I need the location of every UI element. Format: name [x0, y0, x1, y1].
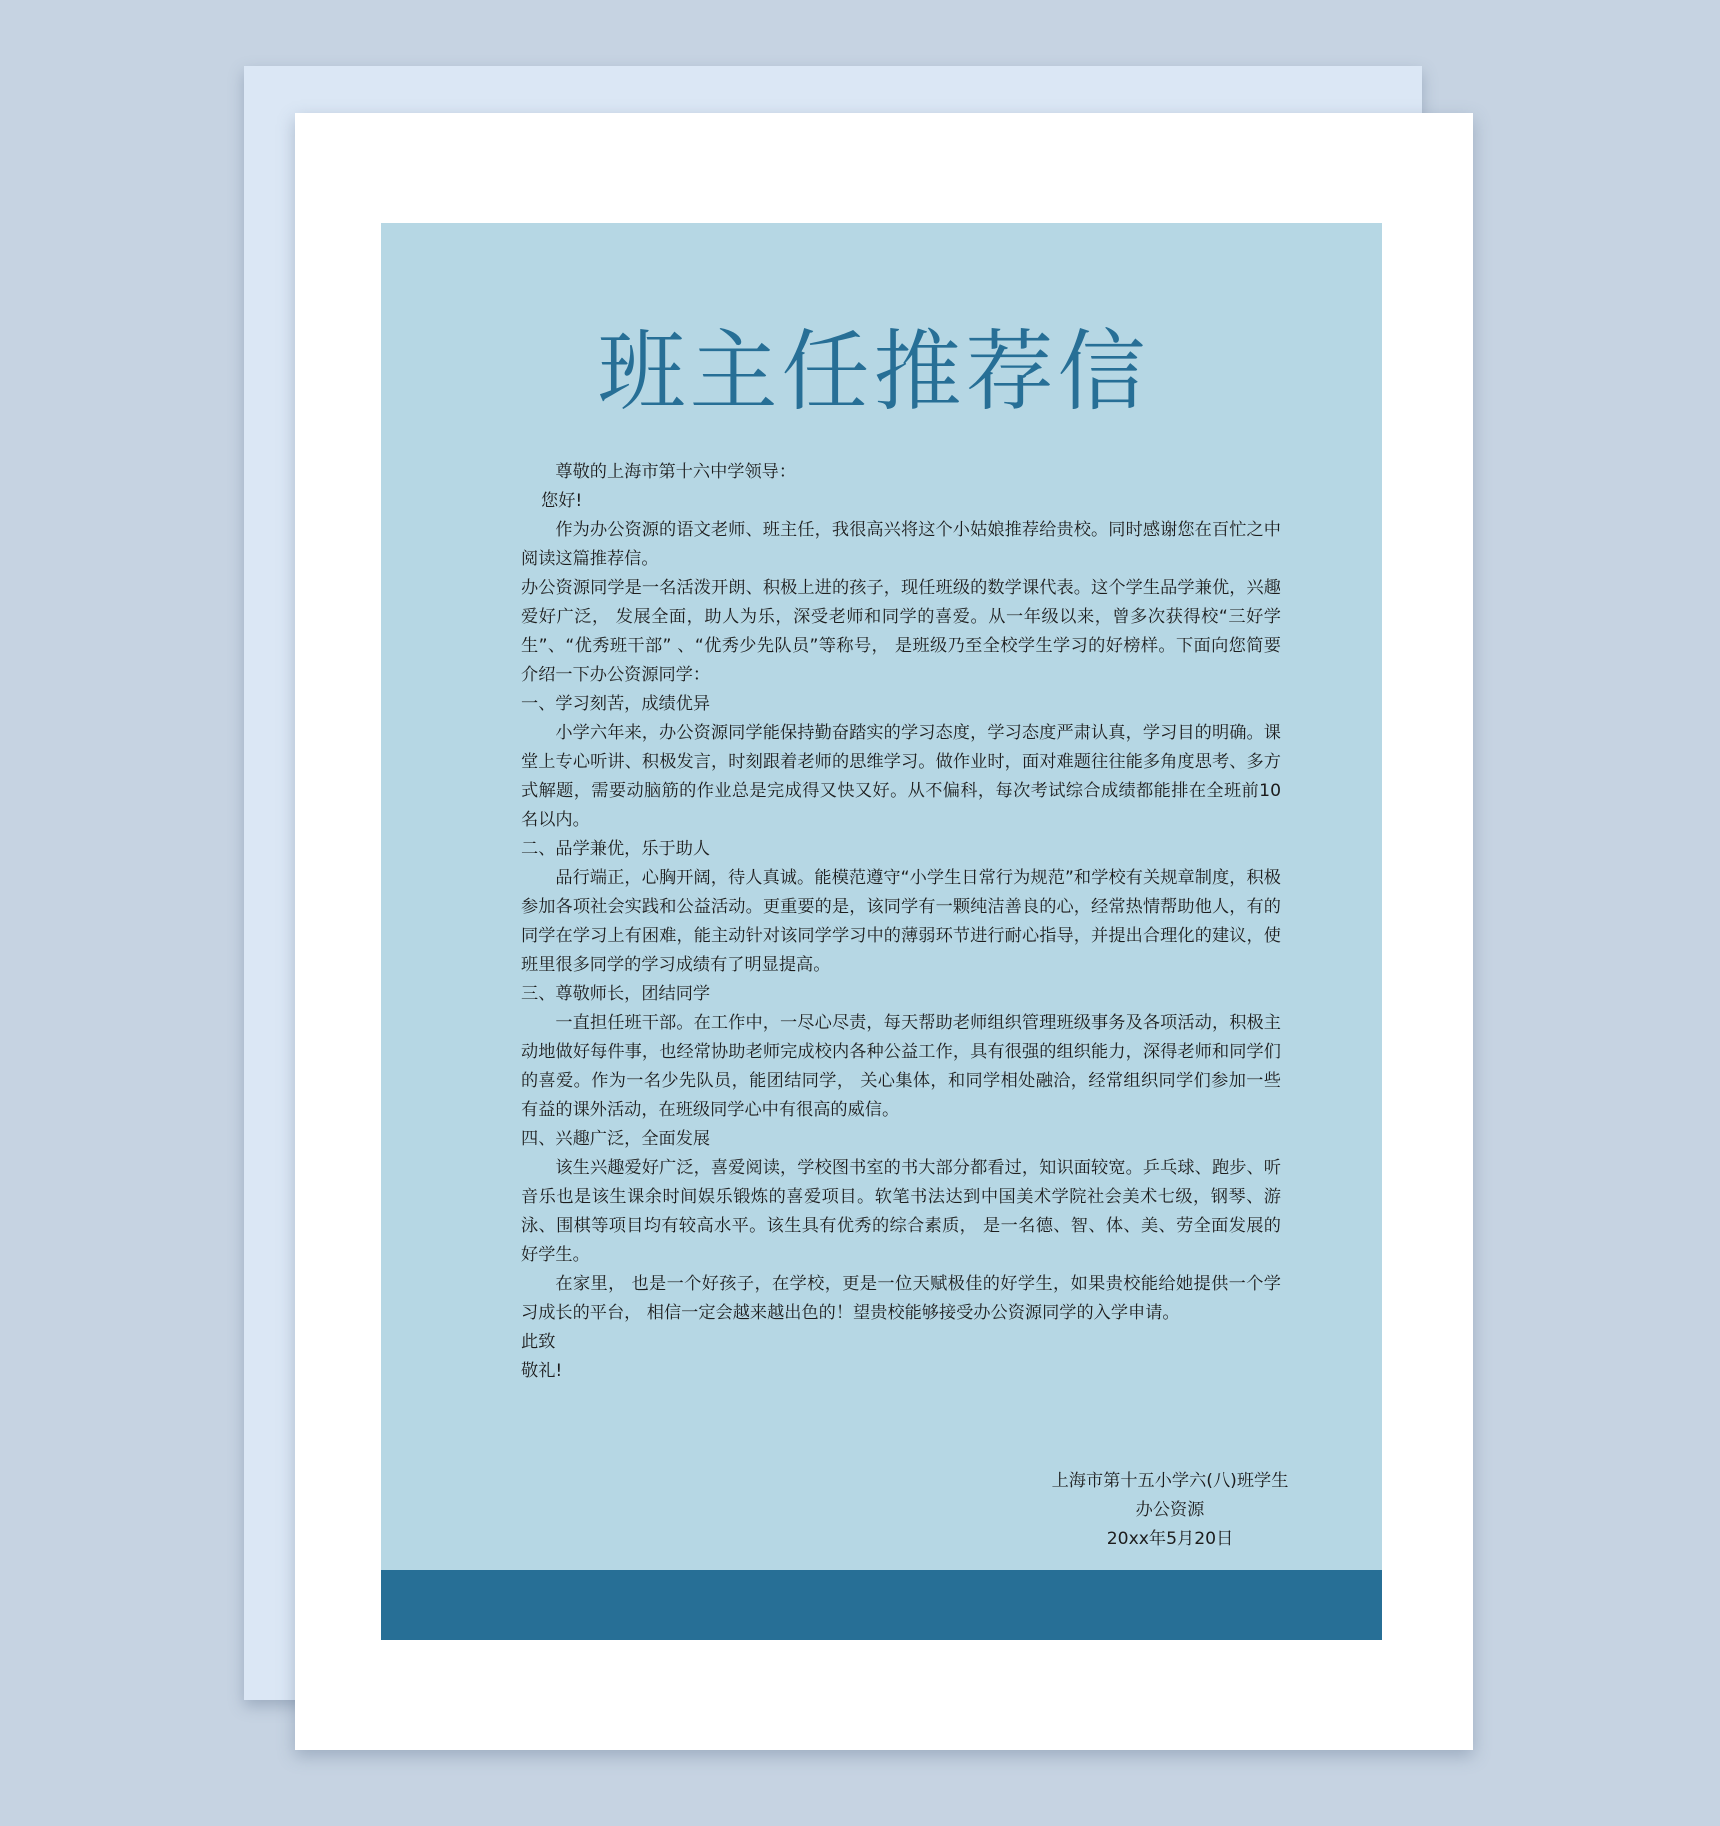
footer-band	[381, 1570, 1382, 1640]
section-heading: 一、学习刻苦，成绩优异	[521, 694, 711, 714]
closing-paragraph: 在家里， 也是一个好孩子，在学校，更是一位天赋极佳的好学生，如果贵校能给她提供一个学习成长的平台， 相信一定会越来越出色的！望贵校能够接受办公资源同学的入学申请。	[521, 1274, 1281, 1323]
section-heading: 四、兴趣广泛，全面发展	[521, 1129, 711, 1149]
letter-body	[521, 458, 1281, 1386]
section-text: 一直担任班干部。在工作中，一尽心尽责，每天帮助老师组织管理班级事务及各项活动，积极主动地做好每件事，也经常协助老师完成校内各种公益工作，具有很强的组织能力，深得老师和同学们的喜爱。作为一名少先队员，能团结同学， 关心集体，和同学相处融洽，经常组织同学们参加一些有益的课外活动，在班级同学心中有很高的威信。	[521, 1013, 1281, 1120]
section-text: 小学六年来，办公资源同学能保持勤奋踏实的学习态度，学习态度严肃认真，学习目的明确。课堂上专心听讲、积极发言，时刻跟着老师的思维学习。做作业时，面对难题往往能多角度思考、多方式解题，需要动脑筋的作业总是完成得又快又好。从不偏科，每次考试综合成绩都能排在全班前10名以内。	[521, 723, 1281, 830]
closing-line-2: 敬礼!	[521, 1361, 563, 1381]
signature-name: 办公资源	[1135, 1500, 1205, 1520]
letter-title-text: 班主任推荐信	[597, 320, 1150, 423]
student-summary-paragraph: 办公资源同学是一名活泼开朗、积极上进的孩子，现任班级的数学课代表。这个学生品学兼优，兴趣爱好广泛， 发展全面，助人为乐，深受老师和同学的喜爱。从一年级以来，曾多次获得校“三好学生”、“优秀班干部” 、“优秀少先队员”等称号， 是班级乃至全校学生学习的好榜样。下面向您简要介绍一下办公资源同学：	[521, 578, 1281, 685]
signature-block	[1000, 1467, 1340, 1554]
intro-paragraph: 作为办公资源的语文老师、班主任，我很高兴将这个小姑娘推荐给贵校。同时感谢您在百忙之中阅读这篇推荐信。	[521, 520, 1281, 569]
salutation: 尊敬的上海市第十六中学领导：	[555, 462, 797, 482]
signature-date: 20xx年5月20日	[1106, 1529, 1234, 1549]
section-heading: 二、品学兼优，乐于助人	[521, 839, 711, 859]
closing-line-1: 此致	[521, 1332, 556, 1352]
section-text: 该生兴趣爱好广泛，喜爱阅读，学校图书室的书大部分都看过，知识面较宽。乒乓球、跑步、听音乐也是该生课余时间娱乐锻炼的喜爱项目。软笔书法达到中国美术学院社会美术七级，钢琴、游泳、围棋等项目均有较高水平。该生具有优秀的综合素质， 是一名德、智、体、美、劳全面发展的好学生。	[521, 1158, 1281, 1265]
greeting: 您好!	[541, 491, 583, 511]
signature-school: 上海市第十五小学六(八)班学生	[1051, 1471, 1289, 1491]
section-heading: 三、尊敬师长，团结同学	[521, 984, 711, 1004]
section-text: 品行端正，心胸开阔，待人真诚。能模范遵守“小学生日常行为规范”和学校有关规章制度，积极参加各项社会实践和公益活动。更重要的是，该同学有一颗纯洁善良的心，经常热情帮助他人，有的同学在学习上有困难，能主动针对该同学学习中的薄弱环节进行耐心指导，并提出合理化的建议，使班里很多同学的学习成绩有了明显提高。	[521, 868, 1281, 975]
letter-title	[381, 318, 1382, 426]
